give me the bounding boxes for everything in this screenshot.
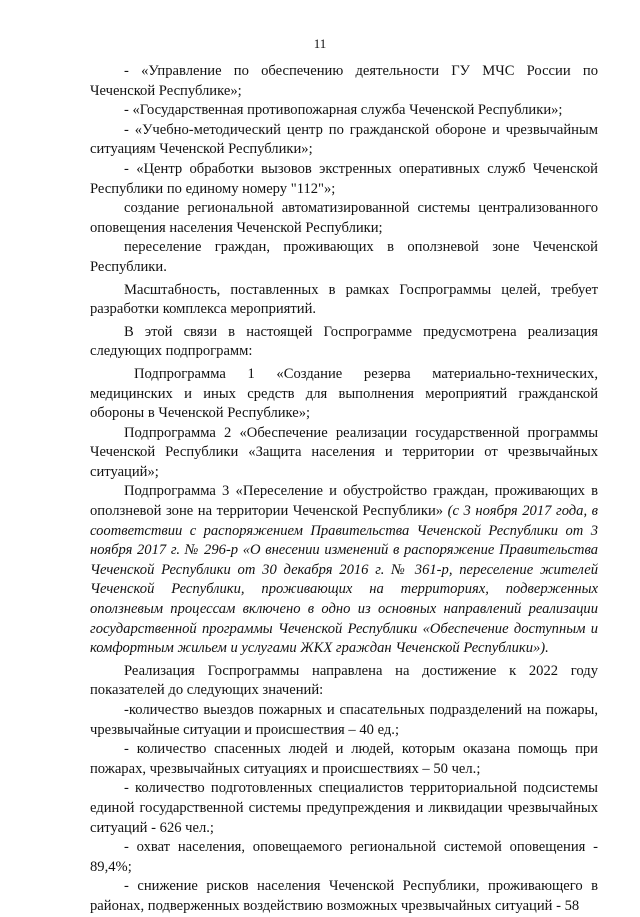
list-item-112-center: - «Центр обработки вызовов экстренных оперативных служб Чеченской Республики по единому номеру "112"»; — [90, 160, 598, 197]
target-warning-coverage: - охват населения, оповещаемого региональной системой оповещения - 89,4%; — [90, 839, 598, 875]
subprogram-1: Подпрограмма 1 «Создание резерва материально-технических, медицинских и иных средств для выполнения мероприятий гражданской обороны в Чеченской Республике»; — [90, 365, 598, 422]
subprogram-3-note: (с 3 ноября 2017 года, в соответствии с распоряжением Правительства Чеченской Республики от 3 ноября 2017 г. № 296-р «О внесении изменений в распоряжение Правительства Чеченской Республики от 30 декабря 2016 г. № 361-р, переселение жителей Чеченской Республики, проживающих на территориях, подверженных оползневым процессам включено в одно из основных направлений реализации государственной программы Чеченской Республики «Обеспечение доступным и комфортным жильем и услугами ЖКХ граждан Чеченской Республики»). — [90, 503, 599, 657]
document-body — [90, 62, 598, 917]
list-item-training-center: - «Учебно-методический центр по гражданской обороне и чрезвычайным ситуациям Чеченской Республики»; — [90, 121, 598, 158]
target-trained-specialists: - количество подготовленных специалистов территориальной подсистемы единой государственной системы предупреждения и ликвидации чрезвычайных ситуаций - 626 чел.; — [90, 780, 598, 836]
target-fire-departures: -количество выездов пожарных и спасательных подразделений на пожары, чрезвычайные ситуации и происшествия – 40 ед.; — [90, 702, 598, 738]
paragraph-scale: Масштабность, поставленных в рамках Госпрограммы целей, требует разработки комплекса мероприятий. — [90, 281, 598, 318]
page-number: 11 — [313, 36, 327, 51]
subprogram-3-title: Подпрограмма 3 «Переселение и обустройство граждан, проживающих в оползневой зоне на территории Чеченской Республики» — [90, 483, 598, 520]
target-risk-reduction: - снижение рисков населения Чеченской Республики, проживающего в районах, подверженных воздействию возможных чрезвычайных ситуаций - 58 — [90, 878, 598, 914]
subprogram-2: Подпрограмма 2 «Обеспечение реализации государственной программы Чеченской Республики «Защита населения и территории от чрезвычайных ситуаций»; — [90, 424, 598, 480]
paragraph-targets-intro: Реализация Госпрограммы направлена на достижение к 2022 году показателей до следующих значений: — [90, 662, 598, 699]
list-item-mchs-support: - «Управление по обеспечению деятельности ГУ МЧС России по Чеченской Республике»; — [90, 63, 598, 99]
list-item-fire-service: - «Государственная противопожарная служба Чеченской Республики»; — [124, 102, 563, 119]
list-item-warning-system: создание региональной автоматизированной системы централизованного оповещения населения Чеченской Республики; — [90, 200, 598, 236]
paragraph-subprograms-intro: В этой связи в настоящей Госпрограмме предусмотрена реализация следующих подпрограмм: — [90, 323, 598, 360]
subprogram-3 — [90, 482, 598, 658]
list-item-resettlement: переселение граждан, проживающих в оползневой зоне Чеченской Республики. — [90, 239, 598, 275]
target-rescued-people: - количество спасенных людей и людей, которым оказана помощь при пожарах, чрезвычайных ситуациях и происшествиях – 50 чел.; — [90, 741, 598, 777]
